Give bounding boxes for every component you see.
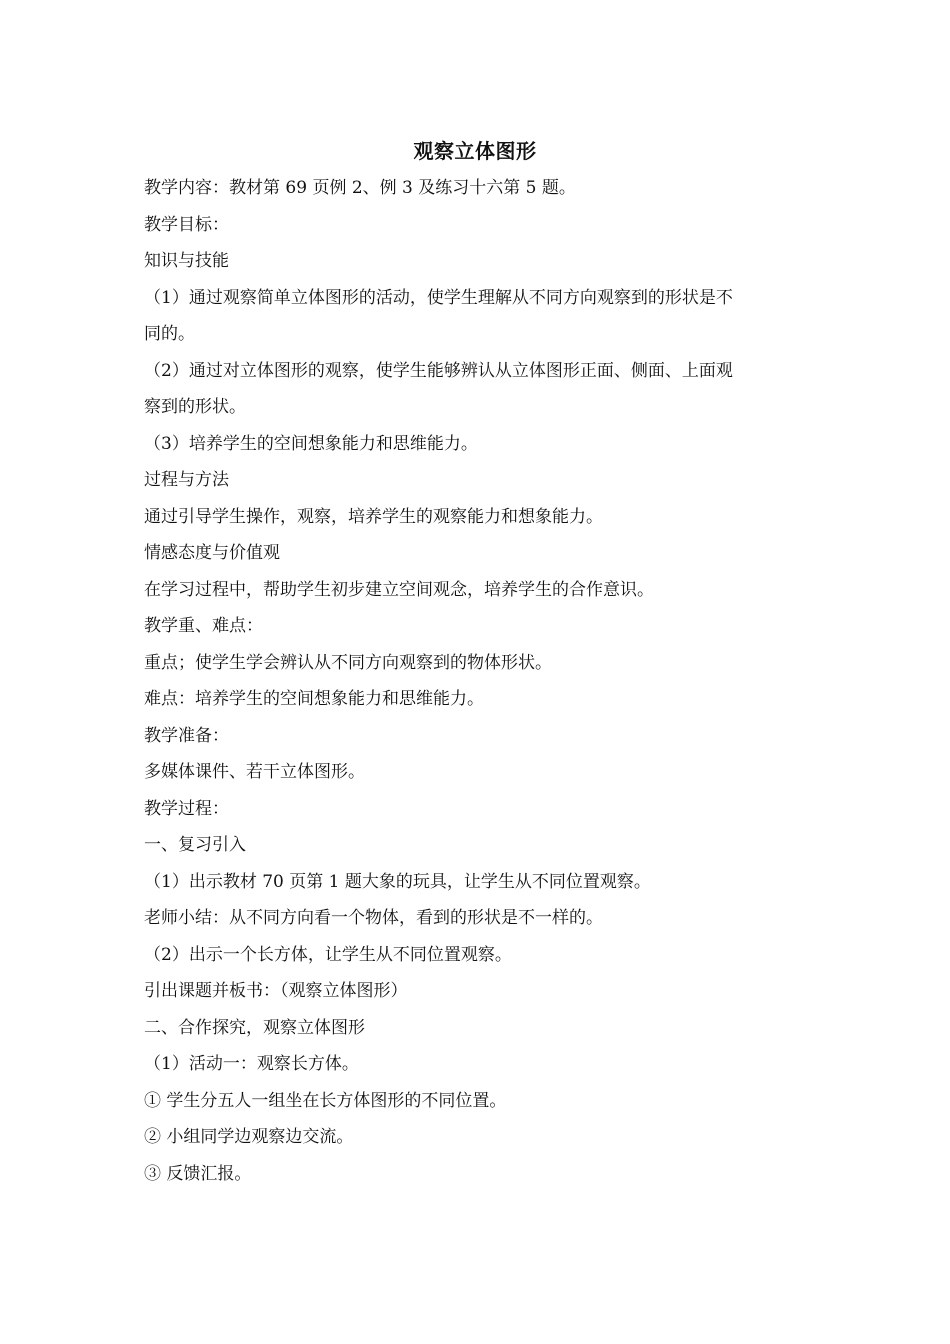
text-line: （1）出示教材 70 页第 1 题大象的玩具，让学生从不同位置观察。	[144, 871, 651, 892]
text-line: 教学过程：	[144, 798, 229, 819]
text-line: ① 学生分五人一组坐在长方体图形的不同位置。	[144, 1090, 507, 1111]
text-line: 过程与方法	[144, 470, 229, 490]
document-title: 观察立体图形	[413, 139, 537, 163]
text-line: 引出课题并板书：（观察立体图形）	[144, 981, 408, 1001]
document-body	[144, 170, 809, 1192]
text-line: （1）通过观察简单立体图形的活动，使学生理解从不同方向观察到的形状是不	[144, 287, 733, 308]
text-line: 教学目标：	[144, 214, 229, 235]
text-line: 通过引导学生操作，观察，培养学生的观察能力和想象能力。	[144, 506, 603, 527]
text-line: （3）培养学生的空间想象能力和思维能力。	[144, 433, 478, 454]
text-line: （2）出示一个长方体，让学生从不同位置观察。	[144, 944, 512, 965]
text-line: 教学内容：教材第 69 页例 2、例 3 及练习十六第 5 题。	[144, 178, 576, 198]
text-line: 在学习过程中，帮助学生初步建立空间观念，培养学生的合作意识。	[144, 579, 654, 600]
text-line: 教学准备：	[144, 725, 229, 746]
text-line: 同的。	[144, 324, 195, 344]
text-line: （2）通过对立体图形的观察，使学生能够辨认从立体图形正面、侧面、上面观	[144, 360, 733, 381]
text-line: 老师小结：从不同方向看一个物体，看到的形状是不一样的。	[144, 908, 603, 928]
text-line: 一、复习引入	[144, 835, 246, 855]
text-line: 多媒体课件、若干立体图形。	[144, 762, 365, 782]
text-line: ② 小组同学边观察边交流。	[144, 1127, 354, 1147]
text-line: 难点：培养学生的空间想象能力和思维能力。	[144, 689, 484, 709]
text-line: 察到的形状。	[144, 397, 246, 417]
text-line: 教学重、难点：	[144, 616, 263, 636]
text-line: 情感态度与价值观	[144, 543, 280, 563]
text-line: 重点；使学生学会辨认从不同方向观察到的物体形状。	[144, 652, 552, 673]
text-line: ③ 反馈汇报。	[144, 1163, 252, 1184]
text-line: 二、合作探究，观察立体图形	[144, 1017, 365, 1038]
text-line: （1）活动一：观察长方体。	[144, 1054, 359, 1074]
text-line: 知识与技能	[144, 251, 229, 271]
